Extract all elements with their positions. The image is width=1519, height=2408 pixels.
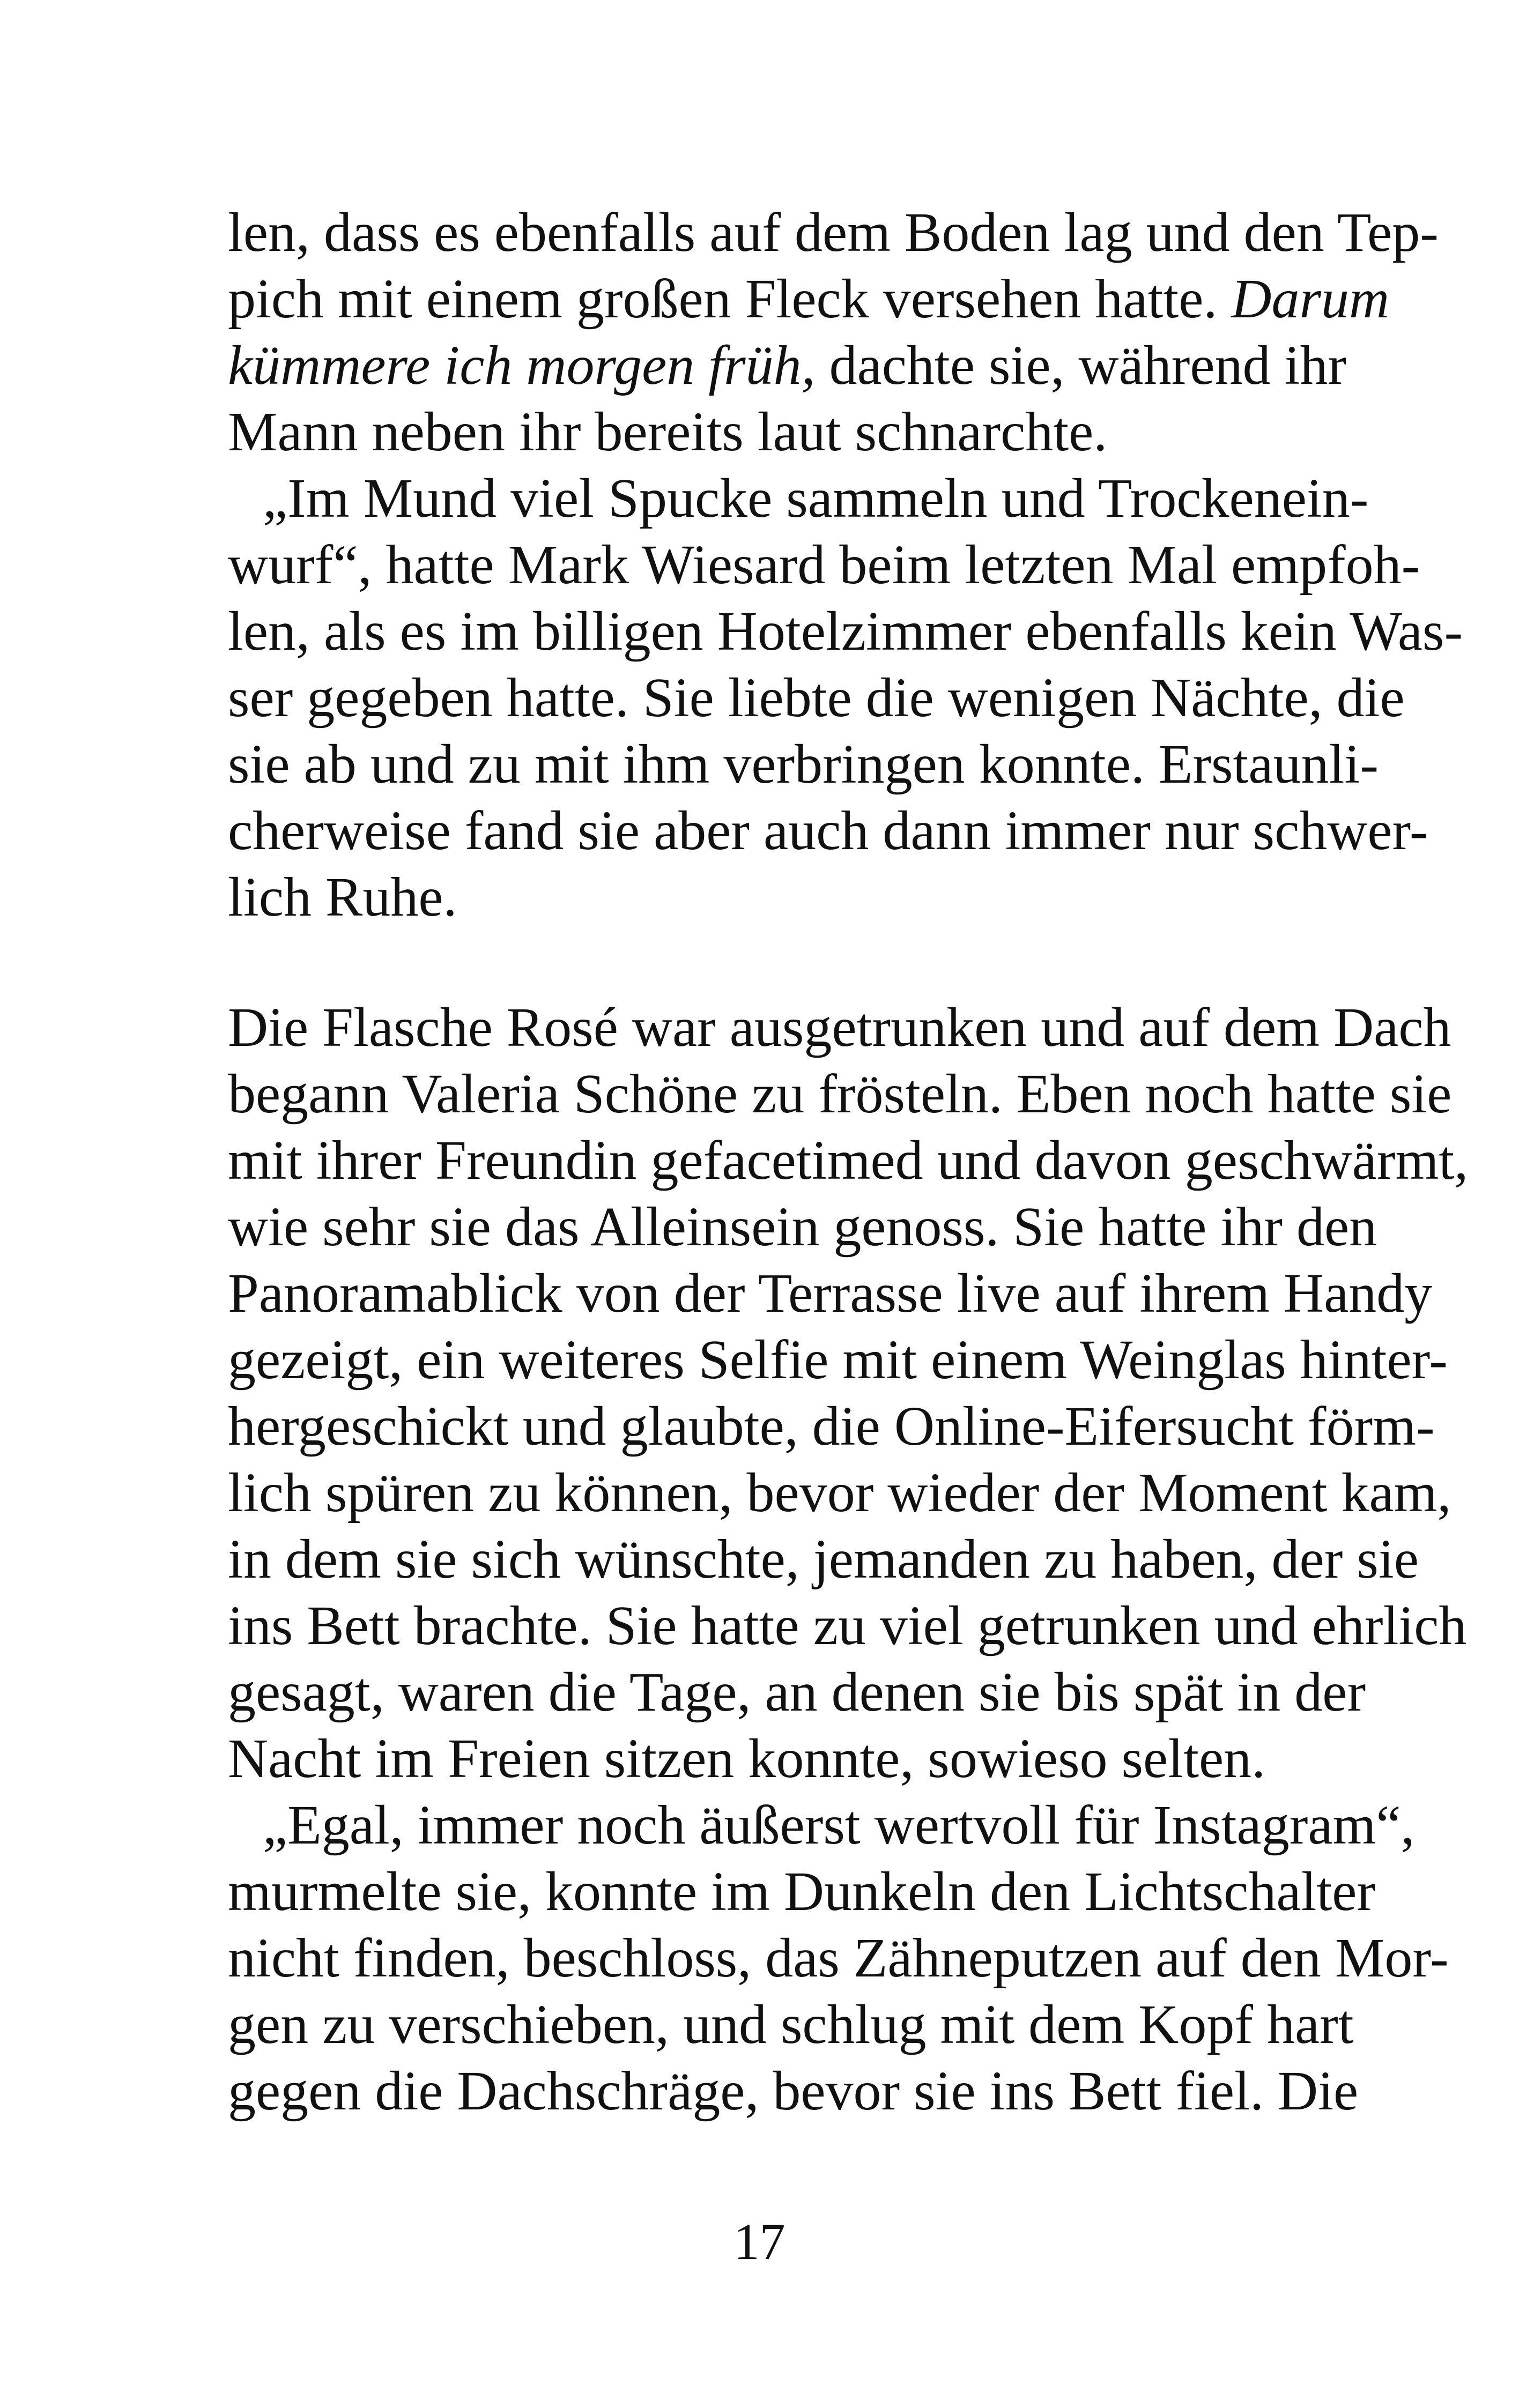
text-line: Die Flasche Rosé war ausgetrunken und auf dem Dach	[228, 997, 1451, 1058]
text-line: ins Bett brachte. Sie hatte zu viel getrunken und ehrlich	[228, 1595, 1467, 1656]
text-line: nicht finden, beschloss, das Zähneputzen auf den Mor-	[228, 1927, 1449, 1989]
text-line: wie sehr sie das Alleinsein genoss. Sie hatte ihr den	[228, 1196, 1377, 1258]
text-line: sie ab und zu mit ihm verbringen konnte. Erstaunli-	[228, 733, 1379, 795]
text-line: len, dass es ebenfalls auf dem Boden lag und den Tep-	[228, 202, 1439, 263]
text-line: „Im Mund viel Spucke sammeln und Trockenein-	[263, 467, 1369, 529]
text-segment: dachte sie, während ihr	[829, 335, 1347, 396]
italic-text: kümmere ich morgen früh,	[228, 335, 816, 396]
text-line: begann Valeria Schöne zu frösteln. Eben noch hatte sie	[228, 1063, 1452, 1125]
paragraph-block-1	[228, 199, 1463, 931]
text-line	[228, 266, 1390, 332]
text-line: len, als es im billigen Hotelzimmer ebenfalls kein Was-	[228, 600, 1463, 662]
text-line: gezeigt, ein weiteres Selfie mit einem Weinglas hinter-	[228, 1329, 1448, 1391]
text-line: lich spüren zu können, bevor wieder der Moment kam,	[228, 1462, 1451, 1523]
text-line: mit ihrer Freundin gefacetimed und davon geschwärmt,	[228, 1129, 1469, 1191]
text-line: wurf“, hatte Mark Wiesard beim letzten Mal empfoh-	[228, 534, 1420, 596]
text-line: gen zu verschieben, und schlug mit dem Kopf hart	[228, 1994, 1354, 2055]
text-line: Mann neben ihr bereits laut schnarchte.	[228, 401, 1108, 463]
text-line: „Egal, immer noch äußerst wertvoll für Instagram“,	[263, 1794, 1415, 1856]
text-line: in dem sie sich wünschte, jemanden zu haben, der sie	[228, 1528, 1419, 1590]
text-segment: pich mit einem großen Fleck versehen hatte.	[228, 268, 1218, 330]
text-line	[228, 332, 1347, 399]
text-line: murmelte sie, konnte im Dunkeln den Lichtschalter	[228, 1861, 1376, 1922]
text-line: cherweise fand sie aber auch dann immer nur schwer-	[228, 800, 1428, 861]
italic-text: Darum	[1231, 268, 1390, 330]
text-line: Nacht im Freien sitzen konnte, sowieso selten.	[228, 1728, 1266, 1789]
text-line: gesagt, waren die Tage, an denen sie bis spät in der	[228, 1661, 1366, 1723]
text-line: ser gegeben hatte. Sie liebte die wenigen Nächte, die	[228, 667, 1405, 729]
text-line: Panoramablick von der Terrasse live auf ihrem Handy	[228, 1262, 1433, 1324]
text-line: hergeschickt und glaubte, die Online-Eifersucht förm-	[228, 1395, 1435, 1457]
text-line: gegen die Dachschräge, bevor sie ins Bett fiel. Die	[228, 2060, 1359, 2122]
text-line: lich Ruhe.	[228, 866, 457, 928]
paragraph-block-2	[228, 994, 1469, 2124]
page-number: 17	[733, 2213, 786, 2270]
